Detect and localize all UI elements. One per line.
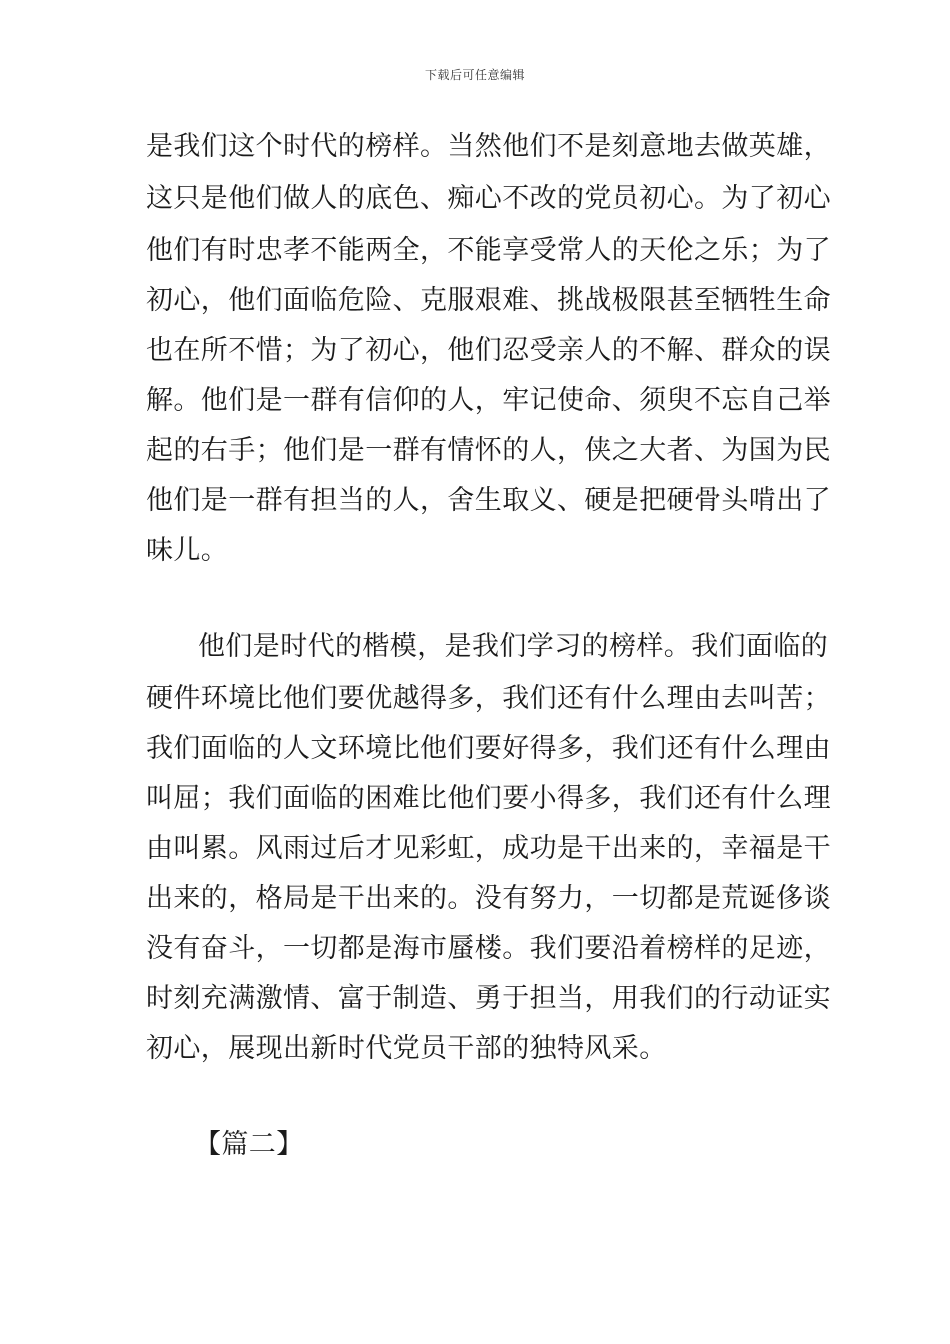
section-heading: 【篇二】 bbox=[194, 1129, 304, 1160]
paragraph-line: 由叫累。风雨过后才见彩虹，成功是干出来的，幸福是干 bbox=[146, 833, 831, 864]
paragraph-line: 叫屈；我们面临的困难比他们要小得多，我们还有什么理 bbox=[146, 783, 831, 814]
paragraph-line: 没有奋斗，一切都是海市蜃楼。我们要沿着榜样的足迹， bbox=[146, 933, 831, 964]
paragraph-line: 他们是一群有担当的人，舍生取义、硬是把硬骨头啃出了 bbox=[146, 485, 831, 516]
paragraph-line: 他们有时忠孝不能两全，不能享受常人的天伦之乐；为了 bbox=[146, 235, 831, 266]
paragraph-line: 我们面临的人文环境比他们要好得多，我们还有什么理由 bbox=[146, 733, 831, 764]
paragraph-line: 出来的，格局是干出来的。没有努力，一切都是荒诞侈谈 bbox=[146, 883, 831, 914]
paragraph-line: 起的右手；他们是一群有情怀的人，侠之大者、为国为民 bbox=[146, 435, 831, 466]
paragraph-line: 是我们这个时代的榜样。当然他们不是刻意地去做英雄， bbox=[146, 131, 831, 162]
paragraph-line: 味儿。 bbox=[146, 535, 229, 566]
paragraph-line: 这只是他们做人的底色、痴心不改的党员初心。为了初心 bbox=[146, 183, 831, 214]
header-note: 下载后可任意编辑 bbox=[424, 68, 525, 82]
paragraph-line: 解。他们是一群有信仰的人，牢记使命、须臾不忘自己举 bbox=[146, 385, 831, 416]
paragraph-line: 也在所不惜；为了初心，他们忍受亲人的不解、群众的误 bbox=[146, 335, 831, 366]
paragraph-line: 硬件环境比他们要优越得多，我们还有什么理由去叫苦； bbox=[146, 683, 831, 714]
paragraph-line: 初心，展现出新时代党员干部的独特风采。 bbox=[146, 1033, 667, 1064]
paragraph-line: 时刻充满激情、富于制造、勇于担当，用我们的行动证实 bbox=[146, 983, 831, 1014]
paragraph-line: 他们是时代的楷模，是我们学习的榜样。我们面临的 bbox=[198, 631, 829, 662]
paragraph-line: 初心，他们面临危险、克服艰难、挑战极限甚至牺牲生命 bbox=[146, 285, 831, 316]
